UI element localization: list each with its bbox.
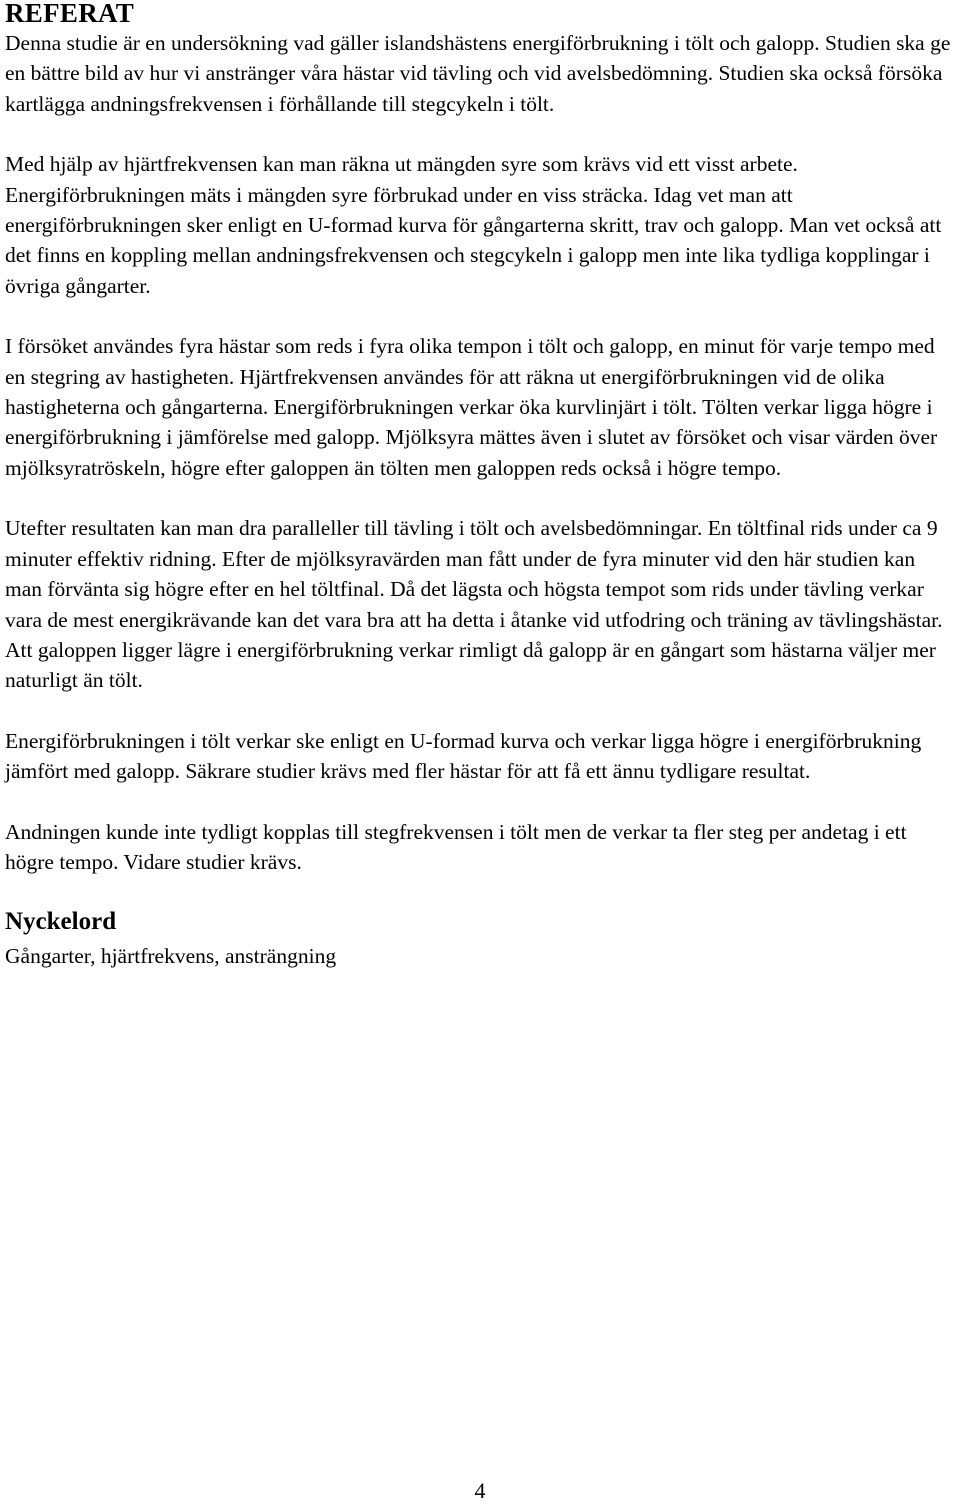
keywords-heading: Nyckelord (5, 908, 117, 936)
abstract-paragraph-5: Energiförbrukningen i tölt verkar ske enligt en U-formad kurva och verkar ligga högre i energiförbrukning jämfört med galopp. Säkrare studier krävs med fler hästar för att få ett ännu tydligare resultat. (5, 728, 922, 784)
page-number: 4 (474, 1478, 486, 1503)
section-heading: REFERAT (5, 0, 135, 28)
abstract-paragraph-3: I försöket användes fyra hästar som reds i fyra olika tempon i tölt och galopp, en minut för varje tempo med en stegring av hastigheten. Hjärtfrekvensen användes för att räkna ut energiförbrukningen vid de olika hastigheterna och gångarterna. Energiförbrukningen verkar öka kurvlinjärt i tölt. Tölten verkar ligga högre i energiförbrukning i jämförelse med galopp. Mjölksyra mättes även i slutet av försöket och visar värden över mjölksyratröskeln, högre efter galoppen än tölten men galoppen reds också i högre tempo. (5, 334, 938, 480)
abstract-paragraph-4: Utefter resultaten kan man dra paralleller till tävling i tölt och avelsbedömningar. En töltfinal rids under ca 9 minuter effektiv ridning. Efter de mjölksyravärden man fått under de fyra minuter vid den här studien kan man förvänta sig högre efter en hel töltfinal. Då det lägsta och högsta tempot som rids under tävling verkar vara de mest energikrävande kan det vara bra att ha detta i åtanke vid utfodring och träning av tävlingshästar. Att galoppen ligger lägre i energiförbrukning verkar rimligt då galopp är en gångart som hästarna väljer mer naturligt än tölt. (5, 516, 943, 693)
abstract-paragraph-1: Denna studie är en undersökning vad gäller islandshästens energiförbrukning i tölt och galopp. Studien ska ge en bättre bild av hur vi anstränger våra hästar vid tävling och vid avelsbedömning. Studien ska också försöka kartlägga andningsfrekvensen i förhållande till stegcykeln i tölt. (5, 31, 951, 116)
document-page (5, 0, 955, 971)
abstract-paragraph-2: Med hjälp av hjärtfrekvensen kan man räkna ut mängden syre som krävs vid ett visst arbete. Energiförbrukningen mäts i mängden syre förbrukad under en viss sträcka. Idag vet man att energiförbrukningen sker enligt en U-formad kurva för gångarterna skritt, trav och galopp. Man vet också att det finns en koppling mellan andningsfrekvensen och stegcykeln i galopp men inte lika tydliga kopplingar i övriga gångarter. (5, 152, 942, 298)
keywords-list: Gångarter, hjärtfrekvens, ansträngning (5, 944, 337, 969)
abstract-paragraph-6: Andningen kunde inte tydligt kopplas till stegfrekvensen i tölt men de verkar ta fler steg per andetag i ett högre tempo. Vidare studier krävs. (5, 819, 907, 874)
